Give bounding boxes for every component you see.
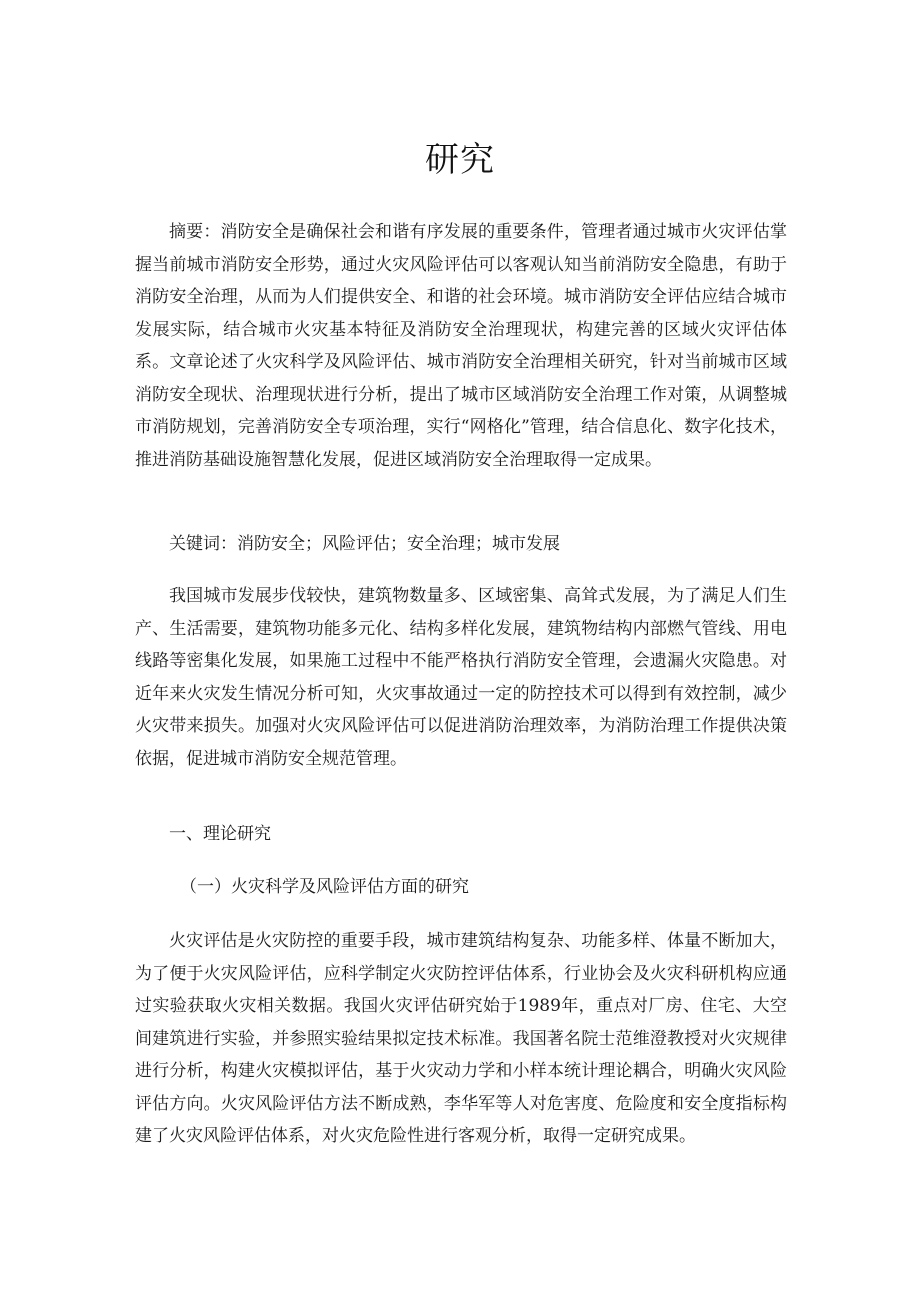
body-paragraph: 火灾评估是火灾防控的重要手段，城市建筑结构复杂、功能多样、体量不断加大，为了便于火灾风险评估，应科学制定火灾防控评估体系，行业协会及火灾科研机构应通过实验获取火灾相关数据。我国火灾评估研究始于1989年，重点对厂房、住宅、大空间建筑进行实验，并参照实验结果拟定技术标准。我国著名院士范维澄教授对火灾规律进行分析，构建火灾模拟评估，基于火灾动力学和小样本统计理论耦合，明确火灾风险评估方向。火灾风险评估方法不断成熟，李华军等人对危害度、危险度和安全度指标构建了火灾风险评估体系，对火灾危险性进行客观分析，取得一定研究成果。 — [135, 931, 787, 1146]
abstract-paragraph: 摘要：消防安全是确保社会和谐有序发展的重要条件，管理者通过城市火灾评估掌握当前城市消防安全形势，通过火灾风险评估可以客观认知当前消防安全隐患，有助于消防安全治理，从而为人们提供安全、和谐的社会环境。城市消防安全评估应结合城市发展实际，结合城市火灾基本特征及消防安全治理现状，构建完善的区域火灾评估体系。文章论述了火灾科学及风险评估、城市消防安全治理相关研究，针对当前城市区域消防安全现状、治理现状进行分析，提出了城市区域消防安全治理工作对策，从调整城市消防规划，完善消防安全专项治理，实行“网格化”管理，结合信息化、数字化技术，推进消防基础设施智慧化发展，促进区域消防安全治理取得一定成果。 — [135, 222, 787, 470]
subsection-heading: （一）火灾科学及风险评估方面的研究 — [180, 877, 469, 897]
document-title: 研究 — [425, 140, 495, 180]
section-heading: 一、理论研究 — [169, 824, 271, 844]
intro-paragraph: 我国城市发展步伐较快，建筑物数量多、区域密集、高耸式发展，为了满足人们生产、生活需要，建筑物功能多元化、结构多样化发展，建筑物结构内部燃气管线、用电线路等密集化发展，如果施工过程中不能严格执行消防安全管理，会遗漏火灾隐患。对近年来火灾发生情况分析可知，火灾事故通过一定的防控技术可以得到有效控制，减少火灾带来损失。加强对火灾风险评估可以促进消防治理效率，为消防治理工作提供决策依据，促进城市消防安全规范管理。 — [135, 586, 787, 769]
keywords-paragraph: 关键词：消防安全；风险评估；安全治理；城市发展 — [169, 534, 560, 554]
